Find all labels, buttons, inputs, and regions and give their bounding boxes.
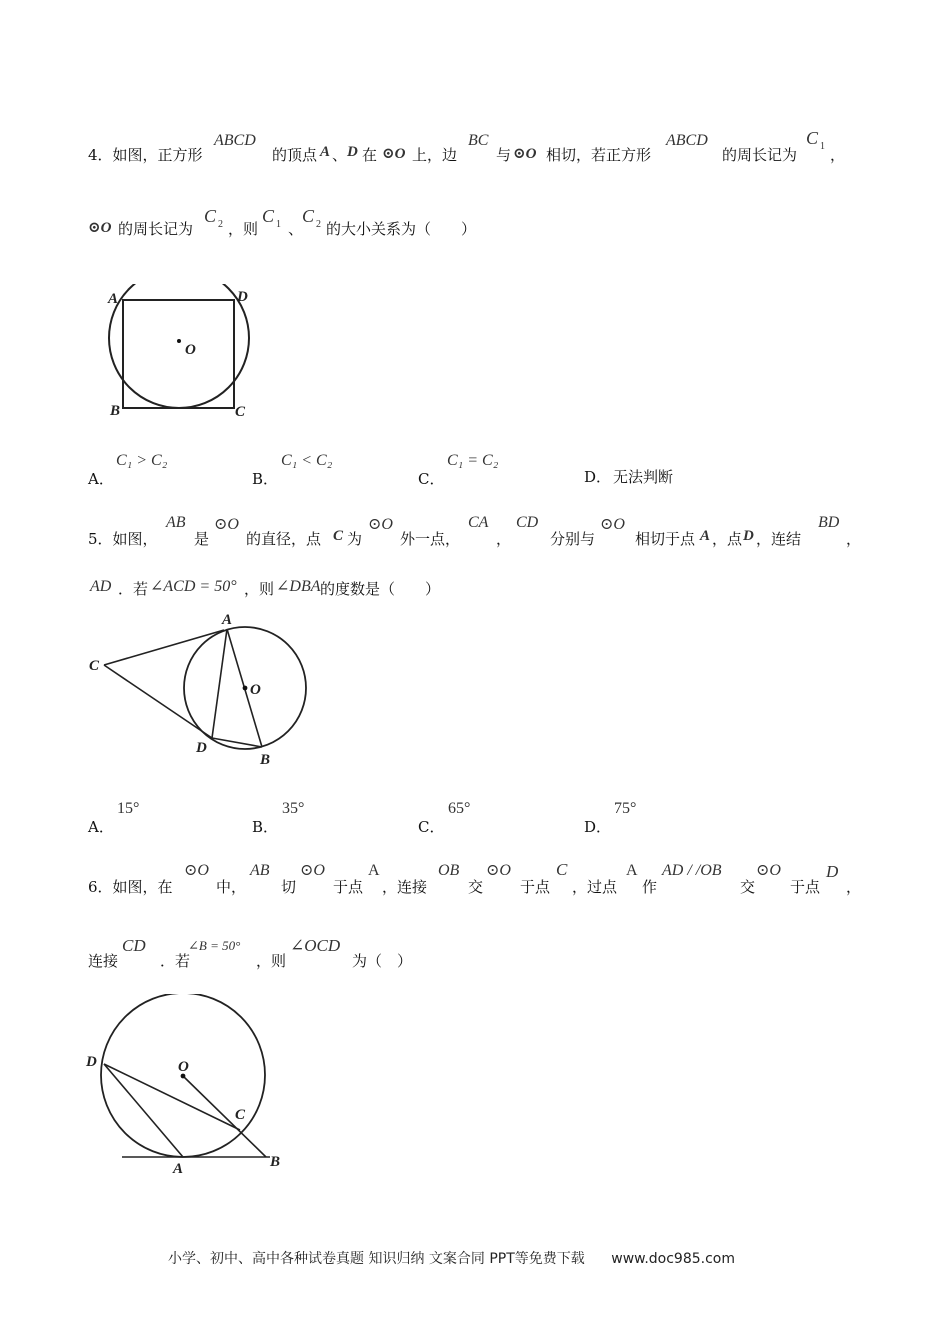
q6-text: 于点 <box>790 878 821 896</box>
q6-circle-o: ⊙O <box>184 862 209 879</box>
q4-label-b: B <box>110 403 121 419</box>
q6-cd: CD <box>122 936 146 955</box>
q5-angle-dba: ∠DBA <box>276 578 321 595</box>
q4-option-c-letter: C． <box>418 470 445 488</box>
q5-option-d-val: 75° <box>614 800 637 817</box>
q5-circle-o: ⊙O <box>368 516 393 533</box>
q6-angle-b: ∠B = 50° <box>188 938 241 953</box>
q5-text: 外一点， <box>400 530 461 548</box>
q5-label-b: B <box>260 752 271 768</box>
q4-text: ， <box>830 146 846 164</box>
q5-circle-o: ⊙O <box>600 516 625 533</box>
q6-label-d: D <box>86 1054 97 1070</box>
q4-option-b-expr: C₁ < C₂ <box>281 452 333 469</box>
q4-c2-sub: 2 <box>316 219 321 230</box>
q5-tangent-cd <box>104 665 212 738</box>
q6-label-o: O <box>178 1059 189 1075</box>
q4-circle-o: ⊙O <box>513 146 537 162</box>
q6-text: 于点 <box>520 878 551 896</box>
q5-text: ，点 <box>712 530 743 548</box>
q6-stem-line2 <box>0 934 950 974</box>
q6-label-c: C <box>235 1107 246 1123</box>
q5-label-a: A <box>222 612 233 628</box>
q6-segment-ad <box>104 1064 183 1157</box>
q4-c2: C <box>204 206 217 226</box>
q4-c1: C <box>262 206 275 226</box>
q6-text: 作 <box>642 878 658 896</box>
q5-point-c: C <box>333 528 344 544</box>
q6-segment-cd <box>104 1064 240 1130</box>
q6-point-a: A <box>368 862 380 879</box>
q5-text: ， <box>496 530 512 548</box>
q5-option-b-letter: B． <box>252 818 279 836</box>
q5-option-a-letter: A． <box>88 818 114 836</box>
q5-label-o: O <box>250 682 261 698</box>
q4-text: 与 <box>496 146 512 164</box>
q5-text: 为 <box>347 530 363 548</box>
q4-option-a-letter: A． <box>88 470 114 488</box>
q6-text: ，过点 <box>572 878 618 896</box>
q4-square <box>123 300 234 408</box>
page-footer <box>168 1248 743 1268</box>
q4-text: 在 <box>362 146 378 164</box>
q5-text: 的度数是（ ） <box>320 580 441 598</box>
q6-point-d: D <box>826 862 839 881</box>
q6-text: 连接 <box>88 952 119 970</box>
q5-option-c-letter: C． <box>418 818 445 836</box>
q4-abcd: ABCD <box>666 132 708 149</box>
q6-text: 交 <box>740 878 756 896</box>
q4-c1: C <box>806 128 819 148</box>
q5-ad: AD <box>90 578 112 595</box>
q5-label-d: D <box>196 740 207 756</box>
q6-circle-o: ⊙O <box>300 862 325 879</box>
footer-url[interactable]: www.doc985.com <box>611 1251 735 1267</box>
q6-angle-ocd: ∠OCD <box>290 936 341 955</box>
q5-ca: CA <box>468 514 489 531</box>
q5-figure <box>86 608 326 772</box>
q6-point-a: A <box>626 862 638 879</box>
q4-label-d: D <box>237 289 248 305</box>
q4-label-o: O <box>185 342 196 358</box>
q5-label-c: C <box>89 658 100 674</box>
q4-option-d-letter: D． <box>584 468 612 486</box>
q6-circle-o: ⊙O <box>486 862 511 879</box>
q4-abcd: ABCD <box>214 132 256 149</box>
q6-text: 6．如图，在 <box>88 878 173 896</box>
q6-text: 于点 <box>333 878 364 896</box>
q6-ob: OB <box>438 862 460 879</box>
q6-ab: AB <box>250 862 270 879</box>
q6-text: 切 <box>281 878 297 896</box>
q4-c2-sub: 2 <box>218 219 223 230</box>
q5-text: 的直径，点 <box>246 530 322 548</box>
q6-circle-o: ⊙O <box>756 862 781 879</box>
q5-point-d: D <box>743 528 754 544</box>
q4-text: 4．如图，正方形 <box>88 146 203 164</box>
q4-center-dot <box>177 339 181 343</box>
q5-option-b-val: 35° <box>282 800 305 817</box>
q5-text: ．若 <box>118 580 149 598</box>
q6-text: 为（ ） <box>352 952 413 970</box>
q4-text: 的周长记为 <box>118 220 194 238</box>
q5-stem-line1 <box>0 512 950 552</box>
q4-c2: C <box>302 206 315 226</box>
q5-stem-line2 <box>0 570 950 610</box>
q4-text: 上，边 <box>412 146 458 164</box>
q5-options <box>0 798 950 838</box>
q4-label-a: A <box>108 291 119 307</box>
q4-option-a-expr: C₁ > C₂ <box>116 452 168 469</box>
q5-tangent-ca <box>104 630 224 665</box>
q4-text: 、 <box>288 220 304 238</box>
q4-label-c: C <box>235 404 246 420</box>
q5-bd: BD <box>818 514 840 531</box>
q4-text: 的周长记为 <box>722 146 798 164</box>
q5-text: 是 <box>194 530 210 548</box>
q5-point-a: A <box>700 528 711 544</box>
q4-text: 的大小关系为（ ） <box>326 220 477 238</box>
q4-circle-o: ⊙O <box>382 146 406 162</box>
q5-chord-ad <box>212 629 227 738</box>
q5-option-c-val: 65° <box>448 800 471 817</box>
q4-circle <box>109 284 249 408</box>
q4-stem-line1 <box>0 128 950 168</box>
q6-text: 交 <box>468 878 484 896</box>
q5-text: ， <box>846 530 862 548</box>
q6-point-c: C <box>556 860 568 879</box>
q4-options <box>0 450 950 490</box>
q5-circle-o: ⊙O <box>214 516 239 533</box>
q6-text: ．若 <box>160 952 191 970</box>
q4-c1-sub: 1 <box>276 219 281 230</box>
q6-text: ， <box>846 878 862 896</box>
q5-text: 相切于点 <box>635 530 696 548</box>
q6-label-a: A <box>173 1161 184 1177</box>
q4-text: 的顶点 <box>272 146 318 164</box>
q5-text: ，连结 <box>756 530 802 548</box>
q4-text: 、 <box>332 146 348 164</box>
q4-point-d: D <box>347 144 358 160</box>
q6-text: 中， <box>216 878 247 896</box>
q6-stem-line1 <box>0 858 950 898</box>
q4-option-c-expr: C₁ = C₂ <box>447 452 499 469</box>
q4-option-d-text: 无法判断 <box>613 468 674 486</box>
q4-option-b-letter: B． <box>252 470 279 488</box>
q4-bc: BC <box>468 132 489 149</box>
q6-text: ，连接 <box>382 878 428 896</box>
q5-ab: AB <box>166 514 186 531</box>
q4-text: 相切，若正方形 <box>546 146 652 164</box>
q4-figure <box>100 284 260 424</box>
footer-text: 小学、初中、高中各种试卷真题 知识归纳 文案合同 PPT等免费下载 <box>168 1251 585 1267</box>
q5-angle-acd: ∠ACD = 50° <box>150 578 237 595</box>
q5-option-d-letter: D． <box>584 818 612 836</box>
q5-text: 分别与 <box>550 530 596 548</box>
q5-text: 5．如图， <box>88 530 158 548</box>
q5-cd: CD <box>516 514 539 531</box>
q5-text: ，则 <box>244 580 275 598</box>
q4-circle-o: ⊙O <box>88 220 112 236</box>
q6-figure <box>84 994 294 1178</box>
q4-text: ，则 <box>228 220 259 238</box>
q6-ad-parallel-ob: AD / /OB <box>662 862 722 879</box>
q6-text: ，则 <box>256 952 287 970</box>
q4-point-a: A <box>320 144 331 160</box>
q6-label-b: B <box>270 1154 281 1170</box>
q4-c1-sub: 1 <box>820 141 825 152</box>
q5-center-dot <box>243 686 248 691</box>
q4-stem-line2 <box>0 206 950 246</box>
q5-option-a-val: 15° <box>117 800 140 817</box>
